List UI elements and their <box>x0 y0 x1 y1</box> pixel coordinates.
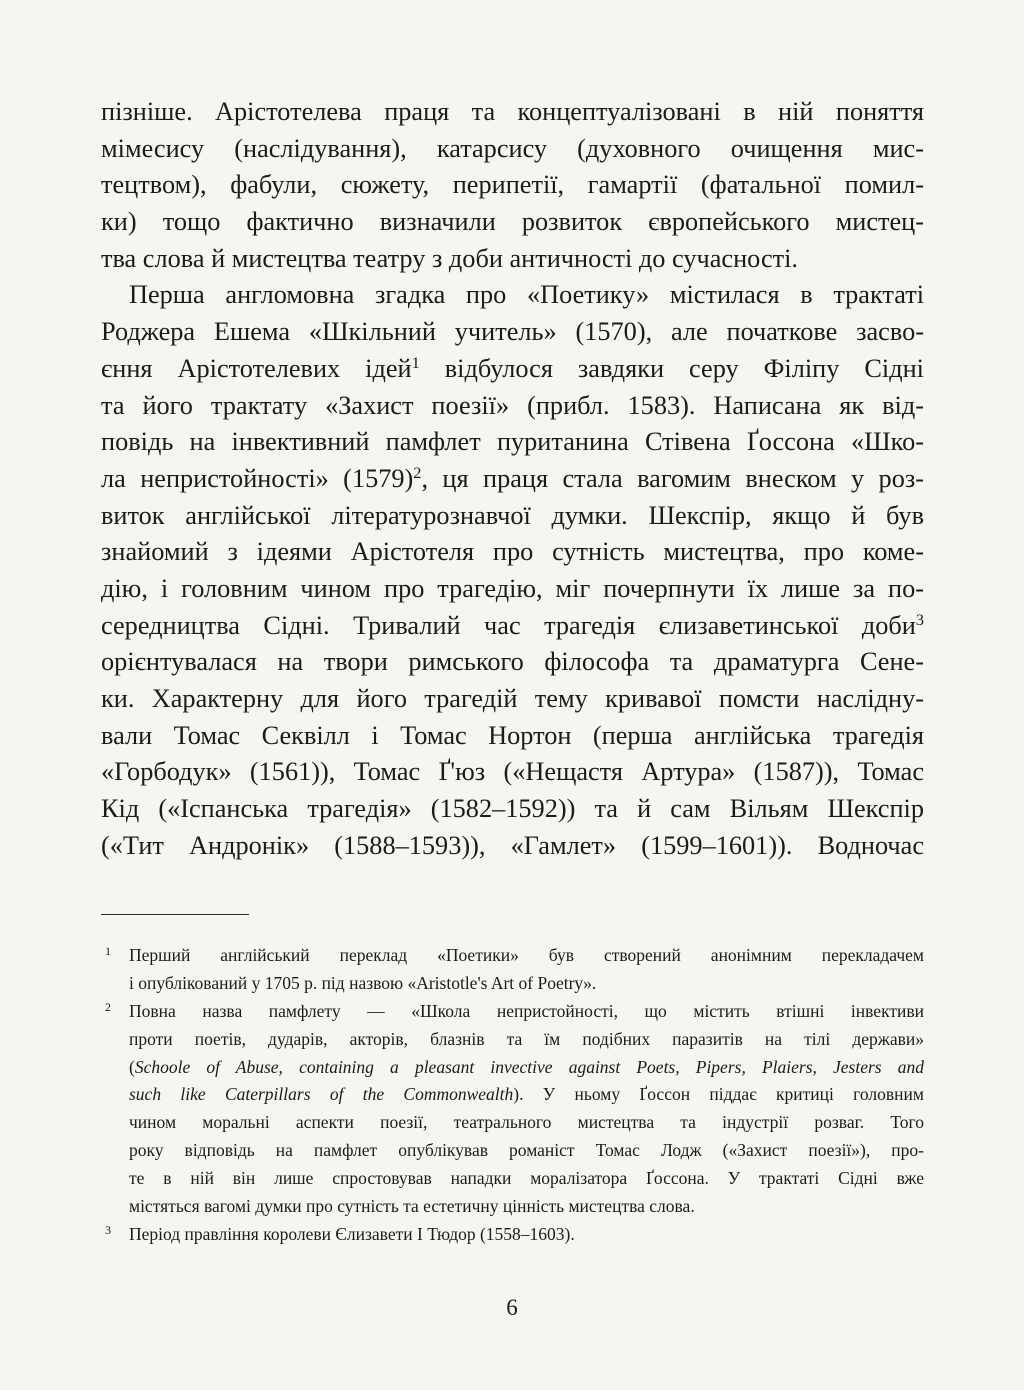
body-line <box>101 277 924 314</box>
body-text: повідь на інвективний памфлет пуританина Стівена Ґоссона «Шко- <box>101 427 924 457</box>
body-text: ла непристойності» (1579) <box>101 463 414 493</box>
body-text: та його трактату «Захист поезії» (прибл. 1583). Написана як від- <box>101 390 924 420</box>
body-text: пізніше. Арістотелева праця та концептуалізовані в ній поняття <box>101 97 924 126</box>
main-text <box>101 94 924 864</box>
footnotes <box>101 942 924 1249</box>
footnote-number: 3 <box>105 1222 111 1237</box>
footnote-line: і опублікований у 1705 р. під назвою «Aristotle's Art of Poetry». <box>129 972 597 993</box>
body-text: виток англійської літературознавчої думки. Шекспір, якщо й був <box>101 500 924 530</box>
body-line <box>101 608 924 645</box>
body-text: Перша англомовна згадка про «Поетику» містилася в трактаті <box>129 280 924 310</box>
body-text: мімесису (наслідування), катарсису (духовного очищення мис- <box>101 133 924 163</box>
body-text: дію, і головним чином про трагедію, міг почерпнути їх лише за по- <box>101 573 924 603</box>
body-text: вали Томас Секвілл і Томас Нортон (перша англійська трагедія <box>101 720 924 750</box>
footnote-number: 1 <box>105 944 111 958</box>
footnote-ref: 1 <box>411 352 420 372</box>
body-text: Кід («Іспанська трагедія» (1582–1592)) та й сам Вільям Шекспір <box>101 794 924 824</box>
body-line <box>101 167 924 204</box>
body-text: , ця праця стала вагомим внеском у роз- <box>421 463 924 493</box>
body-line <box>101 534 924 571</box>
footnote <box>101 942 924 998</box>
body-line <box>101 828 924 865</box>
body-line <box>101 351 924 388</box>
footnote-line: року відповідь на памфлет опублікував романіст Томас Лодж («Захист поезії»), про- <box>129 1140 924 1161</box>
body-text: орієнтувалася на твори римського філософа та драматурга Сене- <box>101 647 924 677</box>
footnote <box>101 1221 924 1249</box>
footnote-separator <box>101 914 249 915</box>
body-text: («Тит Андронік» (1588–1593)), «Гамлет» (1599–1601)). Водночас <box>101 830 924 860</box>
body-line <box>101 204 924 241</box>
body-line <box>101 791 924 828</box>
body-text: ки) тощо фактично визначили розвиток європейського мистец- <box>101 207 924 237</box>
body-line <box>101 388 924 425</box>
body-text: Роджера Ешема «Шкільний учитель» (1570), але початкове засво- <box>101 317 924 347</box>
body-line <box>101 131 924 168</box>
page-number: 6 <box>506 1295 518 1320</box>
footnote-line: Перший англійський переклад «Поетики» був створений анонімним перекладачем <box>129 945 924 965</box>
footnote-line: Період правління королеви Єлизавети І Тюдор (1558–1603). <box>129 1223 575 1244</box>
body-line <box>101 498 924 535</box>
body-line <box>101 644 924 681</box>
footnote-ref: 2 <box>413 462 422 482</box>
body-text: середництва Сідні. Тривалий час трагедія єлизаветинської доби <box>101 610 916 640</box>
footnote-line: те в ній він лише спростовував нападки моралізатора Ґоссона. У трактаті Сідні вже <box>129 1168 924 1189</box>
footnote-line: містяться вагомі думки про сутність та естетичну цінність мистецтва слова. <box>129 1196 695 1217</box>
body-text: тва слова й мистецтва театру з доби античності до сучасності. <box>101 243 798 273</box>
footnote-line: чином моральні аспекти поезії, театрального мистецтва та індустрії розваг. Того <box>129 1112 924 1133</box>
body-text: єння Арістотелевих ідей <box>101 353 412 383</box>
body-line <box>101 754 924 791</box>
body-line <box>101 241 924 278</box>
footnote <box>101 998 924 1221</box>
body-line <box>101 94 924 131</box>
body-text: відбулося завдяки серу Філіпу Сідні <box>419 353 924 383</box>
footnote-line: проти поетів, дударів, акторів, блазнів та їм подібних паразитів на тілі держави» <box>129 1028 924 1049</box>
body-text: «Горбодук» (1561)), Томас Ґ'юз («Нещастя Артура» (1587)), Томас <box>101 757 924 787</box>
body-line <box>101 424 924 461</box>
body-line <box>101 571 924 608</box>
footnote-line: Повна назва памфлету — «Школа непристойності, що містить втішні інвективи <box>129 1000 924 1021</box>
body-line <box>101 681 924 718</box>
footnote-ref: 3 <box>915 609 924 629</box>
footnote-line: such like Caterpillars of the Commonwealth). У ньому Ґоссон піддає критиці головним <box>129 1084 924 1105</box>
body-text: тецтвом), фабули, сюжету, перипетії, гамартії (фатальної помил- <box>101 170 924 200</box>
body-text: ки. Характерну для його трагедій тему кривавої помсти наслідну- <box>101 684 924 713</box>
body-text: знайомий з ідеями Арістотеля про сутність мистецтва, про коме- <box>101 537 924 567</box>
body-line <box>101 314 924 351</box>
footnote-line: (Schoole of Abuse, containing a pleasant invective against Poets, Pipers, Plaiers, Jesters and <box>129 1056 924 1077</box>
body-line <box>101 718 924 755</box>
footnote-number: 2 <box>105 999 111 1014</box>
body-line <box>101 461 924 498</box>
